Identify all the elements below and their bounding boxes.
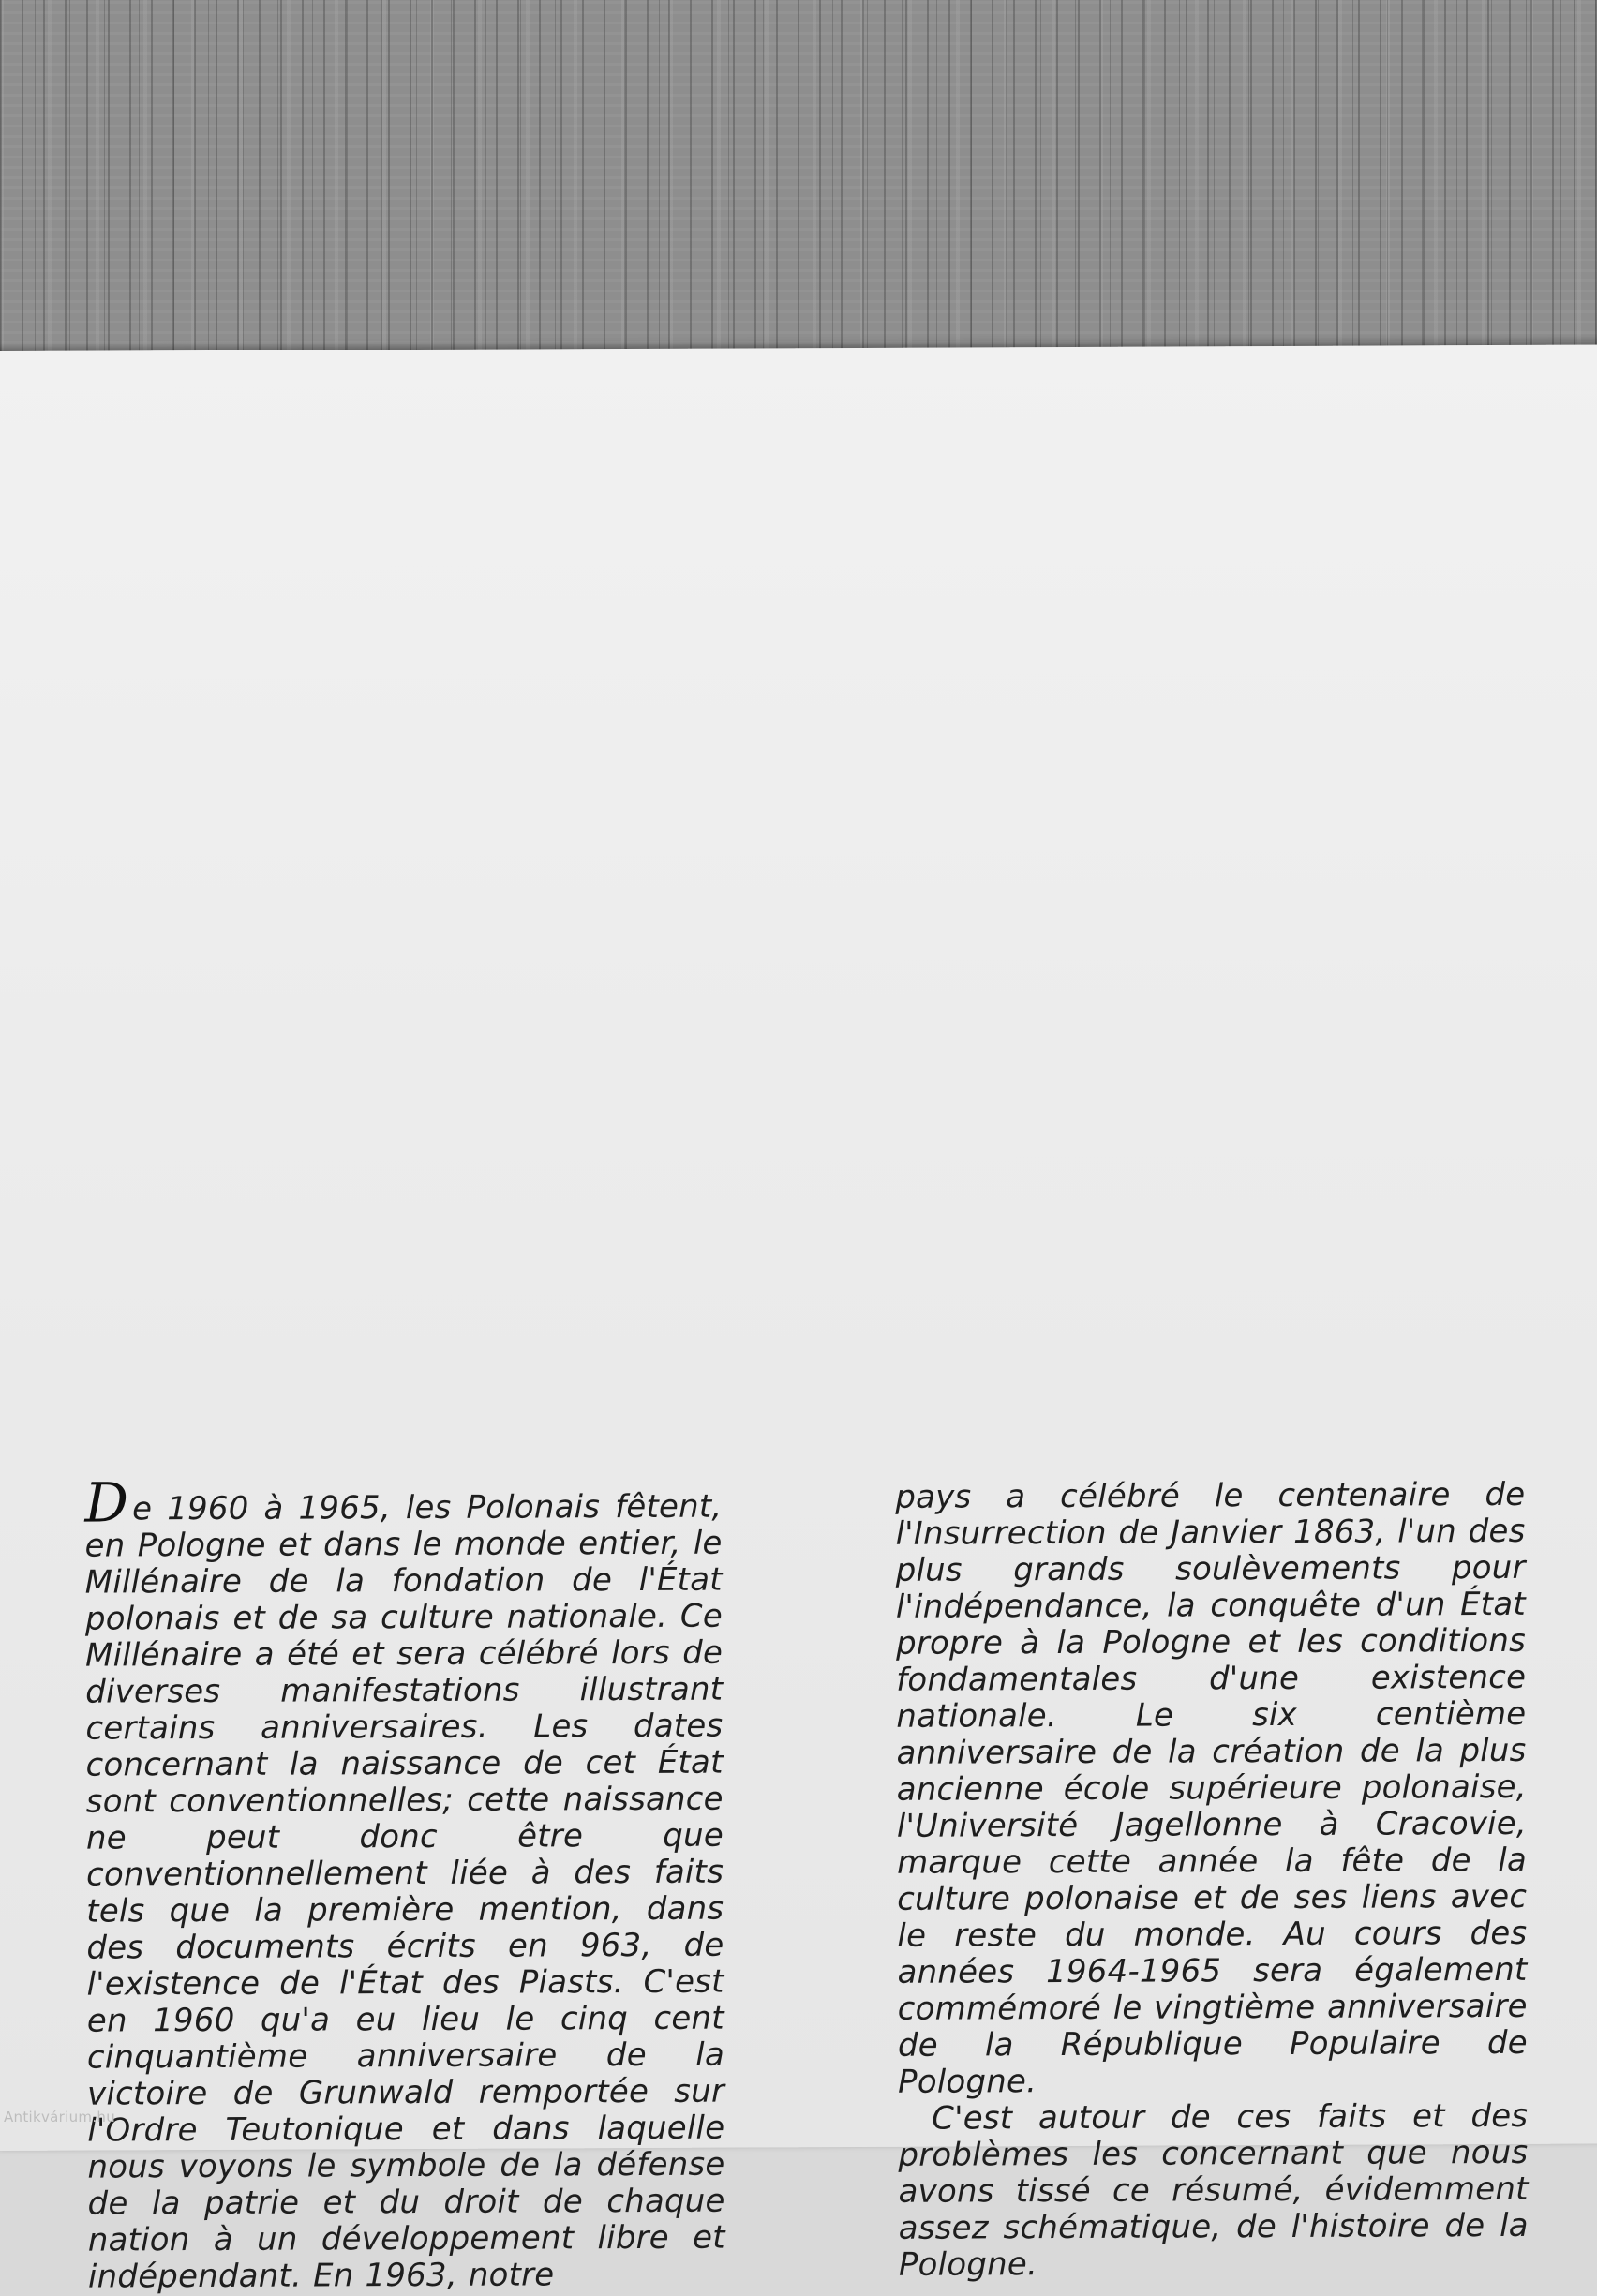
left-paragraph bbox=[84, 1470, 725, 2296]
left-text-column bbox=[84, 1470, 725, 2296]
watermark: Antikvárium.hu bbox=[4, 2109, 116, 2125]
left-paragraph-text: e 1960 à 1965, les Polonais fêtent, en Pologne et dans le monde entier, le Millénaire de la fondation de l'État polonais et de sa culture nationale. Ce Millénaire a été et sera célébré lors de diverses manifestations illustrant certains anniversaires. Les dates concernant la naissance de cet État sont conventionnelles; cette naissance ne peut donc être que conventionnellement liée à des faits tels que la première mention, dans des documents écrits en 963, de l'existence de l'État des Piasts. C'est en 1960 qu'a eu lieu le cinq cent cinquantième anniversaire de la victoire de Grunwald remportée sur l'Ordre Teutonique et dans laquelle nous voyons le symbole de la défense de la patrie et du droit de chaque nation à un développement libre et indépendant. En 1963, notre bbox=[84, 1487, 725, 2296]
right-paragraph-1: pays a célébré le centenaire de l'Insurrection de Janvier 1863, l'un des plus grands soulèvements pour l'indépendance, la conquête d'un État propre à la Pologne et les conditions fondamentales d'une existence nationale. Le six centième anniversaire de la création de la plus ancienne école supérieure polonaise, l'Université Jagellonne à Cracovie, marque cette année la fête de la culture polonaise et de ses liens avec le reste du monde. Au cours des années 1964-1965 sera également commémoré le vingtième anniversaire de la République Populaire de Pologne. bbox=[895, 1475, 1528, 2101]
right-paragraph-2: C'est autour de ces faits et des problèmes les concernant que nous avons tissé ce résumé, évidemment assez schématique, de l'histoire de la Pologne. bbox=[898, 2096, 1529, 2284]
right-text-column bbox=[895, 1477, 1529, 2284]
background-surface bbox=[0, 0, 1597, 375]
book-page bbox=[0, 344, 1597, 2296]
drop-cap: D bbox=[84, 1470, 129, 1535]
